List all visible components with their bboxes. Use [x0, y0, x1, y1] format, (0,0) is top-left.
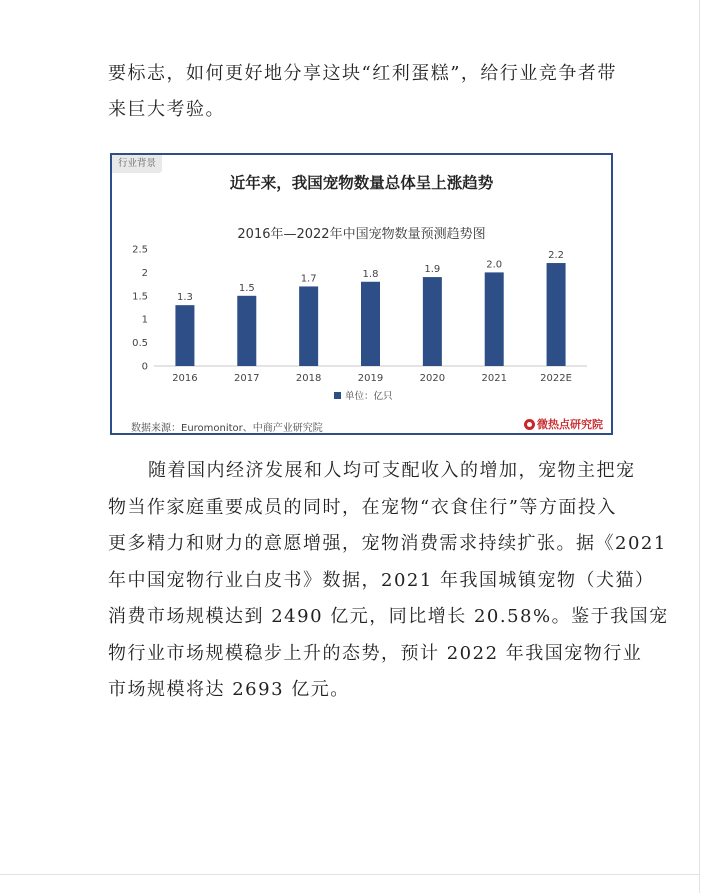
logo-text: 微热点研究院 — [537, 418, 603, 431]
data-label: 1.3 — [176, 292, 193, 304]
x-tick-label: 2019 — [357, 373, 384, 384]
y-tick-label: 1 — [141, 314, 148, 326]
bar — [175, 305, 194, 366]
data-label: 1.9 — [424, 264, 441, 276]
paragraph-line: 更多精力和财力的意愿增强，宠物消费需求持续扩张。据《2021 — [108, 533, 667, 554]
x-tick-label: 2017 — [234, 373, 260, 384]
figure-title: 近年来，我国宠物数量总体呈上涨趋势 — [229, 174, 494, 192]
paragraph-line: 来巨大考验。 — [108, 99, 225, 120]
paragraph-line: 年中国宠物行业白皮书》数据，2021 年我国城镇宠物（犬猫） — [108, 570, 655, 591]
data-label: 2.2 — [548, 250, 565, 262]
y-tick-label: 1.5 — [132, 291, 148, 303]
x-tick-label: 2018 — [295, 373, 322, 384]
x-tick-label: 2022E — [540, 373, 572, 384]
y-tick-label: 2 — [141, 267, 148, 279]
x-tick-label: 2021 — [481, 373, 507, 384]
bar — [361, 282, 380, 366]
data-label: 1.8 — [362, 268, 379, 280]
bar — [485, 272, 504, 366]
red-dot-logo-icon — [524, 419, 535, 430]
bar — [547, 263, 566, 366]
paragraph-line: 物行业市场规模稳步上升的态势，预计 2022 年我国宠物行业 — [108, 643, 643, 664]
data-label: 2.0 — [486, 259, 503, 271]
y-tick-label: 0.5 — [132, 338, 148, 350]
bar — [299, 286, 318, 366]
bar-chart — [112, 155, 611, 433]
chart-figure — [110, 153, 613, 435]
legend-swatch — [334, 392, 341, 399]
bar — [423, 277, 442, 366]
bar — [237, 296, 256, 366]
paragraph-line: 要标志，如何更好地分享这块“红利蛋糕”，给行业竞争者带 — [108, 63, 617, 84]
paragraph-line: 市场规模将达 2693 亿元。 — [108, 679, 350, 700]
page-edge — [0, 874, 700, 875]
figure-tag: 行业背景 — [112, 155, 162, 173]
paragraph-line: 消费市场规模达到 2490 亿元，同比增长 20.58%。鉴于我国宠 — [108, 606, 669, 627]
publisher-logo — [524, 416, 603, 432]
data-label: 1.7 — [300, 273, 317, 285]
paragraph-line: 物当作家庭重要成员的同时，在宠物“衣食住行”等方面投入 — [108, 497, 617, 518]
chart-title: 2016年—2022年中国宠物数量预测趋势图 — [237, 227, 486, 242]
data-label: 1.5 — [238, 282, 255, 294]
page-edge — [699, 0, 700, 893]
x-tick-label: 2020 — [419, 373, 446, 384]
data-source: 数据来源：Euromonitor、中商产业研究院 — [131, 423, 323, 434]
legend-label: 单位：亿只 — [345, 391, 393, 402]
paragraph-line: 随着国内经济发展和人均可支配收入的增加，宠物主把宠 — [148, 460, 636, 481]
y-tick-label: 2.5 — [132, 244, 148, 256]
x-tick-label: 2016 — [172, 373, 198, 384]
y-tick-label: 0 — [141, 361, 148, 373]
